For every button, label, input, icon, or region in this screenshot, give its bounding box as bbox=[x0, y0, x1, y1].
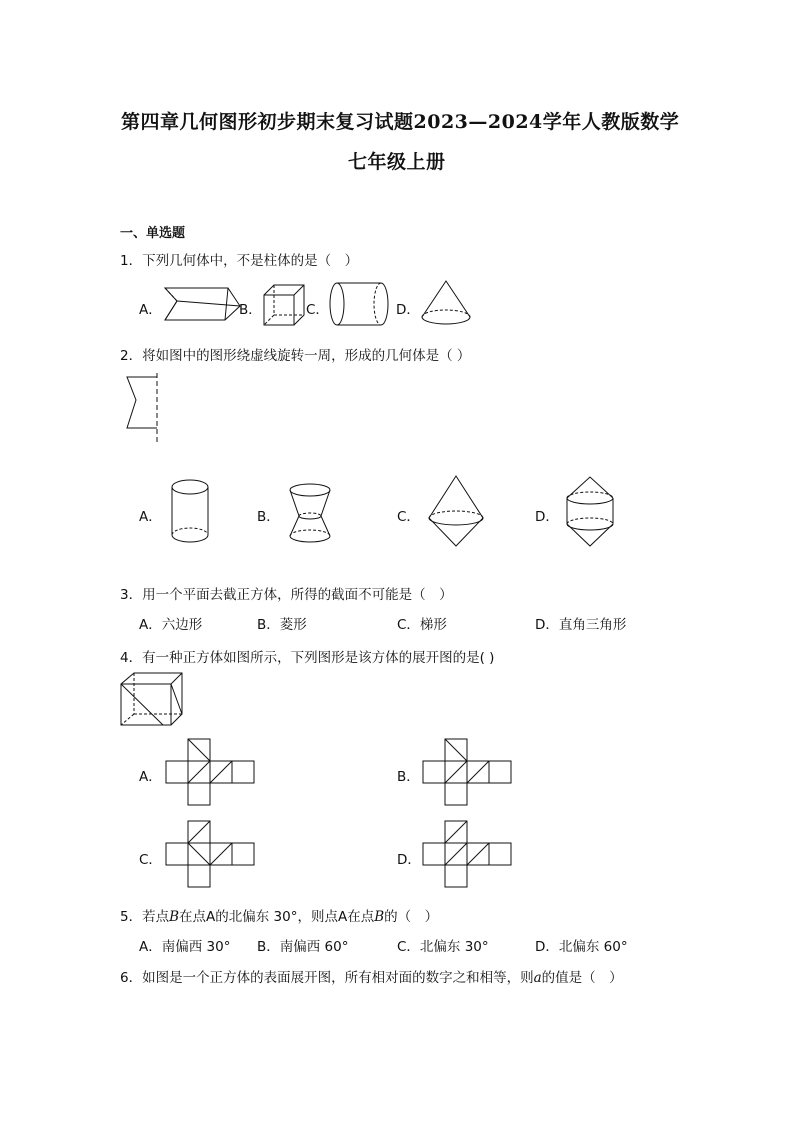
q5-stem-end: 的（ ） bbox=[384, 909, 439, 925]
q5-var-b: B bbox=[169, 909, 180, 925]
net-d-figure bbox=[422, 820, 514, 890]
cube-figure bbox=[262, 283, 306, 327]
net-a-figure bbox=[165, 738, 257, 808]
q5-stem-mid: 在点A的北偏东 30°，则点A在点 bbox=[179, 909, 375, 925]
q2-option-d: D． bbox=[535, 509, 559, 525]
q1-option-a: A． bbox=[139, 302, 162, 318]
q3-option-b: B．菱形 bbox=[257, 617, 307, 633]
q4-option-c: C． bbox=[139, 852, 162, 868]
cone-cylinder-cone-figure bbox=[565, 474, 617, 550]
section-heading: 一、单选题 bbox=[120, 226, 186, 241]
q3-option-a: A．六边形 bbox=[139, 617, 203, 633]
cone-figure bbox=[419, 279, 473, 327]
double-frustum-figure bbox=[286, 480, 336, 546]
prism-figure bbox=[160, 283, 242, 323]
q2-option-a: A． bbox=[139, 509, 162, 525]
q4-option-a: A． bbox=[139, 769, 162, 785]
net-b-figure bbox=[422, 738, 514, 808]
page-title: 第四章几何图形初步期末复习试题2023—2024学年人教版数学 bbox=[121, 111, 680, 133]
q6-var-a: a bbox=[533, 970, 542, 986]
double-cone-figure bbox=[427, 473, 487, 549]
q4-option-d: D． bbox=[397, 852, 421, 868]
q5-option-a: A．南偏西 30° bbox=[139, 939, 231, 955]
q4-option-b: B． bbox=[397, 769, 420, 785]
q2-option-c: C． bbox=[397, 509, 420, 525]
rotation-shape-figure bbox=[124, 373, 164, 445]
q3-option-c: C．梯形 bbox=[397, 617, 447, 633]
q4-stem: 4．有一种正方体如图所示，下列图形是该方体的展开图的是( ) bbox=[120, 650, 495, 666]
q5-option-b: B．南偏西 60° bbox=[257, 939, 349, 955]
q6-stem bbox=[120, 966, 623, 986]
q6-stem-pre: 6．如图是一个正方体的表面展开图，所有相对面的数字之和相等，则 bbox=[120, 970, 534, 986]
q1-option-d: D． bbox=[396, 302, 420, 318]
q5-stem bbox=[120, 905, 438, 925]
horizontal-cylinder-figure bbox=[327, 281, 391, 327]
marked-cube-figure bbox=[119, 671, 185, 727]
q5-option-c: C．北偏东 30° bbox=[397, 939, 489, 955]
q3-stem: 3．用一个平面去截正方体，所得的截面不可能是（ ） bbox=[120, 587, 453, 603]
page-subtitle: 七年级上册 bbox=[348, 151, 446, 173]
net-c-figure bbox=[165, 820, 257, 890]
q5-stem-pre: 5．若点 bbox=[120, 909, 170, 925]
q5-var-b-second: B bbox=[374, 909, 385, 925]
q1-option-c: C． bbox=[306, 302, 329, 318]
q1-stem: 1．下列几何体中，不是柱体的是（ ） bbox=[120, 253, 359, 269]
q6-stem-end: 的值是（ ） bbox=[541, 970, 623, 986]
q2-stem: 2．将如图中的图形绕虚线旋转一周，形成的几何体是（ ） bbox=[120, 348, 471, 364]
q5-option-d: D．北偏东 60° bbox=[535, 939, 628, 955]
q2-option-b: B． bbox=[257, 509, 280, 525]
q1-option-b: B． bbox=[239, 302, 262, 318]
q3-option-d: D．直角三角形 bbox=[535, 617, 627, 633]
cylinder-figure bbox=[170, 477, 212, 547]
